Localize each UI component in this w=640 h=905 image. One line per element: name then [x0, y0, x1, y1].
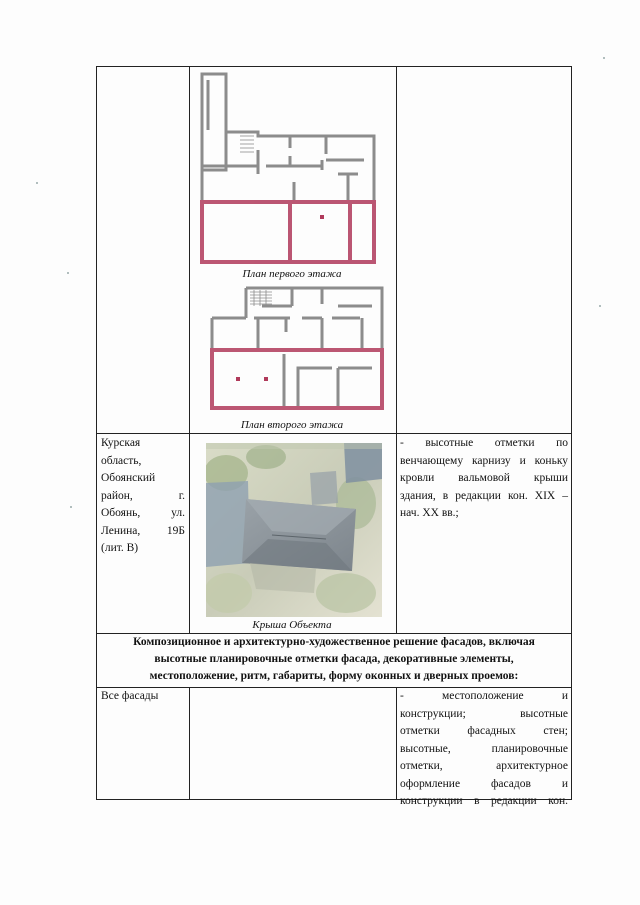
scan-speck	[603, 57, 605, 59]
description-line: нач. XX вв.;	[400, 507, 459, 519]
address-line: (лит. В)	[101, 542, 139, 554]
column-divider-2	[396, 66, 397, 633]
scan-speck	[36, 182, 38, 184]
description-line: кровли вальмовой крыши	[400, 472, 568, 484]
section-title-line: высотные планировочные отметки фасада, декоративные элементы,	[154, 653, 514, 665]
address-line: Обоянь, ул.	[101, 507, 185, 519]
section-title-line: местоположение, ритм, габариты, форму оконных и дверных проемов:	[149, 670, 519, 682]
description-line: конструкции в редакции кон.	[400, 795, 568, 807]
description-line: высотные, планировочные	[400, 742, 568, 755]
column-divider-2-lower	[396, 687, 397, 800]
facades-description	[400, 688, 568, 811]
description-line: здания, в редакции кон. XIX –	[400, 489, 568, 502]
description-line: венчающему карнизу и коньку	[400, 454, 568, 467]
description-line: оформление фасадов и	[400, 777, 568, 790]
description-line: - местоположение и	[400, 690, 568, 702]
first-floor-plan	[198, 70, 386, 266]
scan-speck	[67, 272, 69, 274]
scan-speck	[70, 506, 72, 508]
roof-caption: Крыша Объекта	[252, 619, 332, 631]
address-line: Ленина, 19Б	[101, 524, 185, 537]
row-divider-1	[96, 433, 572, 434]
second-floor-plan-drawing	[202, 284, 386, 416]
address-line: район, г.	[101, 489, 185, 502]
description-line: - высотные отметки по	[400, 437, 568, 449]
first-floor-caption: План первого этажа	[242, 268, 342, 280]
description-line: отметки фасадных стен;	[400, 725, 568, 737]
roof-description	[400, 435, 568, 523]
description-line: конструкции; высотные	[400, 707, 568, 720]
section-title	[96, 634, 572, 685]
address-line: область,	[101, 454, 142, 467]
first-floor-plan-drawing	[198, 70, 386, 266]
location-address	[101, 435, 185, 558]
scan-speck	[599, 305, 601, 307]
second-floor-caption: План второго этажа	[240, 419, 344, 431]
facades-label: Все фасады	[101, 690, 159, 702]
section-title-line: Композиционное и архитектурно-художественное решение фасадов, включая	[133, 636, 535, 648]
roof-aerial-photo	[206, 443, 382, 617]
address-line: Курская	[101, 437, 141, 449]
second-floor-plan	[202, 284, 386, 416]
column-divider-1	[189, 66, 190, 633]
column-divider-1-lower	[189, 687, 190, 800]
description-line: отметки, архитектурное	[400, 760, 568, 772]
address-line: Обоянский	[101, 472, 156, 484]
